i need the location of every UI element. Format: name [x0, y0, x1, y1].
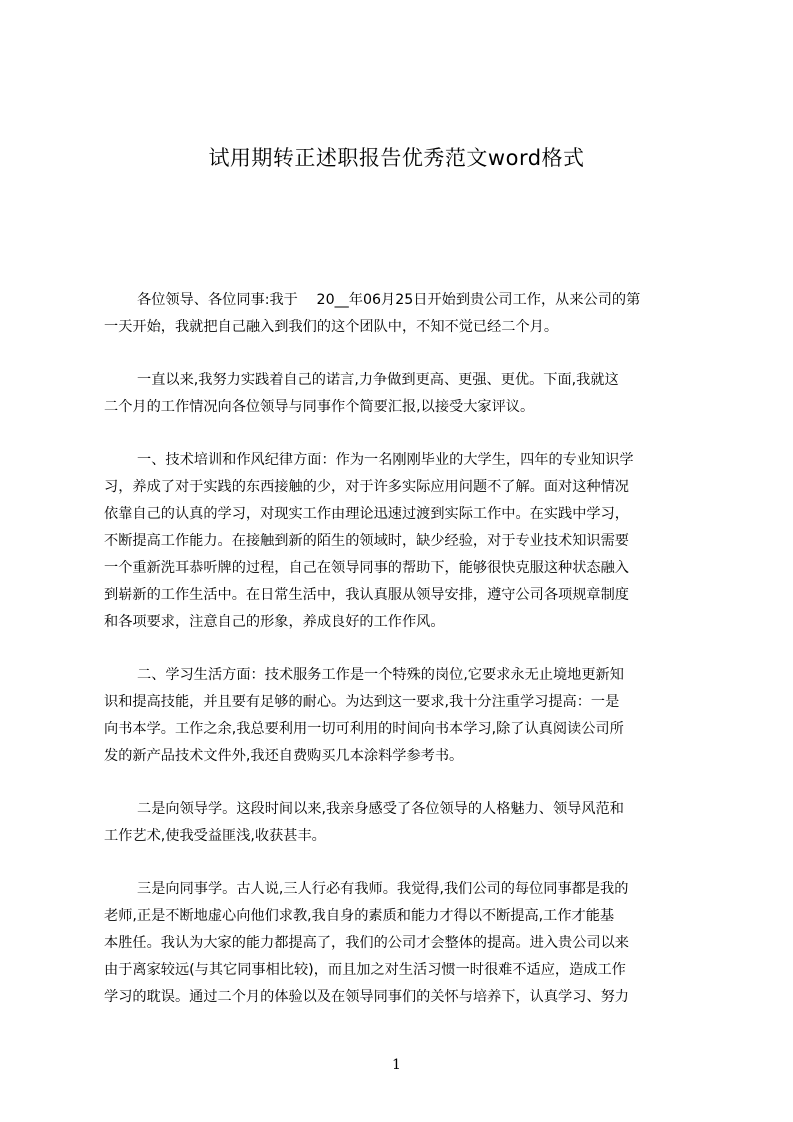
paragraph-line: 和各项要求，注意自己的形象，养成良好的工作作风。: [104, 614, 445, 630]
paragraph-line: 工作艺术,使我受益匪浅,收获甚丰。: [104, 828, 326, 844]
paragraph-line: 由于离家较远(与其它同事相比较)，而且加之对生活习惯一时很难不适应，造成工作: [104, 962, 626, 978]
paragraph-line: 识和提高技能，并且要有足够的耐心。为达到这一要求,我十分注重学习提高：一是: [104, 694, 620, 710]
paragraph-line: 习，养成了对于实践的东西接触的少，对于许多实际应用问题不了解。面对这种情况: [104, 479, 629, 495]
paragraph-line: 各位领导、各位同事:我于 20__年06月25日开始到贵公司工作，从来公司的第: [137, 292, 641, 308]
paragraph-greeting: [104, 287, 704, 341]
paragraph-line: 依靠自己的认真的学习，对现实工作由理论迅速过渡到实际工作中。在实践中学习，: [104, 506, 629, 522]
paragraph-introduction: [104, 367, 704, 421]
paragraph-learn-from-leaders: [104, 796, 704, 850]
document-title: 试用期转正述职报告优秀范文word格式: [208, 146, 585, 170]
paragraph-line: 学习的耽误。通过二个月的体验以及在领导同事们的关怀与培养下，认真学习、努力: [104, 989, 629, 1005]
page-number: 1: [392, 1057, 401, 1073]
paragraph-line: 一直以来,我努力实践着自己的诺言,力争做到更高、更强、更优。下面,我就这: [137, 372, 619, 388]
paragraph-line: 一、技术培训和作风纪律方面：作为一名刚刚毕业的大学生，四年的专业知识学: [137, 452, 634, 468]
paragraph-line: 三是向同事学。古人说,三人行必有我师。我觉得,我们公司的每位同事都是我的: [137, 881, 629, 897]
paragraph-line: 本胜任。我认为大家的能力都提高了，我们的公司才会整体的提高。进入贵公司以来: [104, 935, 629, 951]
paragraph-learn-from-colleagues: [104, 876, 704, 1011]
paragraph-line: 向书本学。工作之余,我总要利用一切可利用的时间向书本学习,除了认真阅读公司所: [104, 721, 624, 737]
paragraph-line: 发的新产品技术文件外,我还自费购买几本涂料学参考书。: [104, 748, 464, 764]
paragraph-line: 不断提高工作能力。在接触到新的陌生的领域时，缺少经验，对于专业技术知识需要: [104, 533, 629, 549]
paragraph-line: 二是向领导学。这段时间以来,我亲身感受了各位领导的人格魅力、领导风范和: [137, 801, 624, 817]
paragraph-line: 一个重新洗耳恭听牌的过程，自己在领导同事的帮助下，能够很快克服这种状态融入: [104, 560, 629, 576]
paragraph-line: 一天开始，我就把自己融入到我们的这个团队中，不知不觉已经二个月。: [104, 319, 559, 335]
paragraph-study-life: [104, 662, 704, 770]
paragraph-technical-training: [104, 447, 704, 636]
paragraph-line: 老师,正是不断地虚心向他们求教,我自身的素质和能力才得以不断提高,工作才能基: [104, 908, 615, 924]
paragraph-line: 二、学习生活方面：技术服务工作是一个特殊的岗位,它要求永无止境地更新知: [137, 667, 624, 683]
paragraph-line: 到崭新的工作生活中。在日常生活中，我认真服从领导安排，遵守公司各项规章制度: [104, 587, 629, 603]
document-body: [104, 287, 704, 1037]
paragraph-line: 二个月的工作情况向各位领导与同事作个简要汇报,以接受大家评议。: [104, 399, 535, 415]
